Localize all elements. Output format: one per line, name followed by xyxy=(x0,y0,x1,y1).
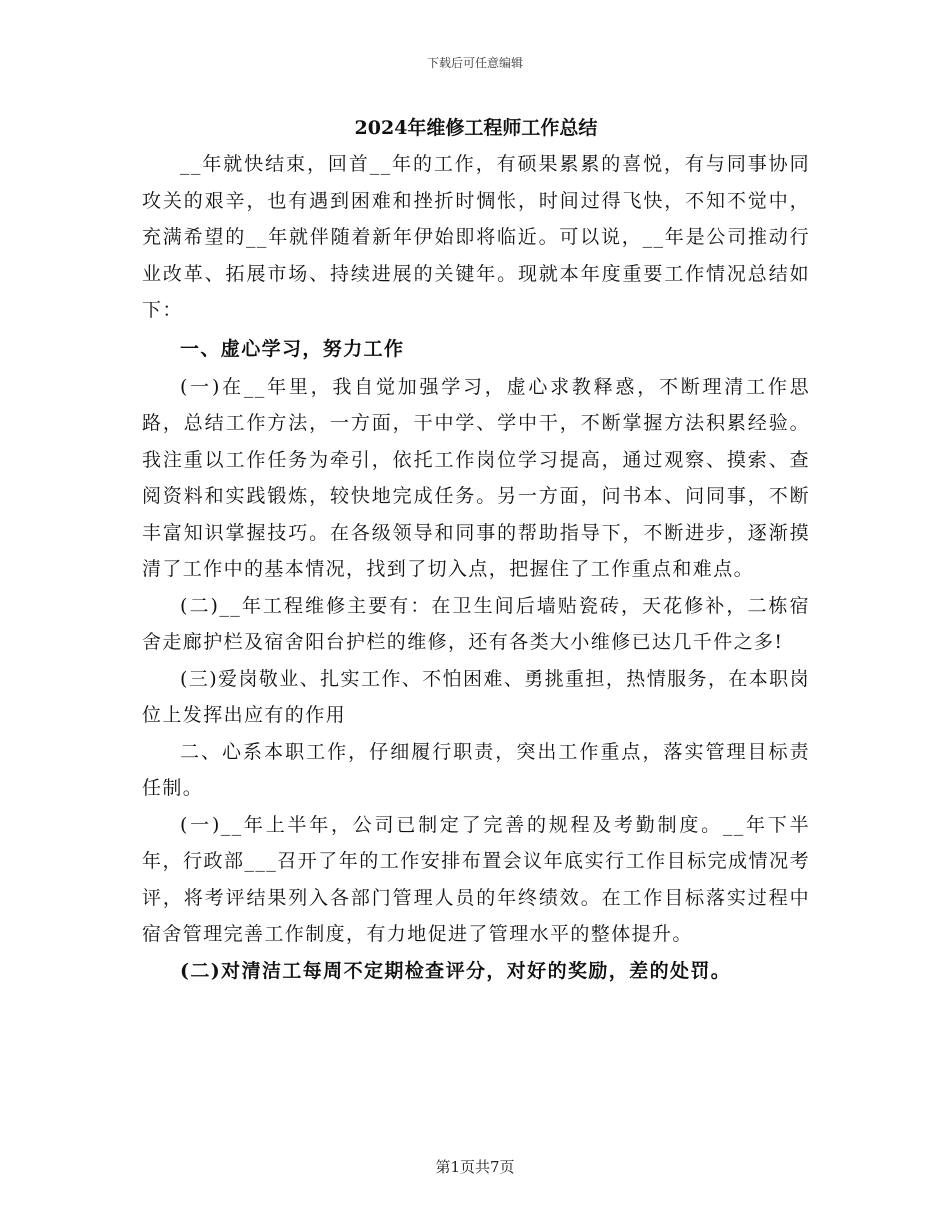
intro-paragraph: __年就快结束，回首__年的工作，有硕果累累的喜悦，有与同事协同攻关的艰辛，也有遇到困难和挫折时惆怅，时间过得飞快，不知不觉中，充满希望的__年就伴随着新年伊始即将临近。可以说，__年是公司推动行业改革、拓展市场、持续进展的关键年。现就本年度重要工作情况总结如下： xyxy=(142,153,810,321)
page-footer: 第1页共7页 xyxy=(435,1158,515,1176)
document-title: 2024年维修工程师工作总结 xyxy=(354,117,598,139)
paragraph-1-1: (一)在__年里，我自觉加强学习，虚心求教释惑，不断理清工作思路，总结工作方法，一方面，干中学、学中干，不断掌握方法积累经验。我注重以工作任务为牵引，依托工作岗位学习提高，通过观察、摸索、查阅资料和实践锻炼，较快地完成任务。另一方面，问书本、问同事，不断丰富知识掌握技巧。在各级领导和同事的帮助指导下，不断进步，逐渐摸清了工作中的基本情况，找到了切入点，把握住了工作重点和难点。 xyxy=(142,375,810,580)
paragraph-2-1: (一)__年上半年，公司已制定了完善的规程及考勤制度。__年下半年，行政部___召开了年的工作安排布置会议年底实行工作目标完成情况考评，将考评结果列入各部门管理人员的年终绩效。在工作目标落实过程中宿舍管理完善工作制度，有力地促进了管理水平的整体提升。 xyxy=(142,813,810,945)
paragraph-1-3: (三)爱岗敬业、扎实工作、不怕困难、勇挑重担，热情服务，在本职岗位上发挥出应有的作用 xyxy=(142,667,810,726)
section-heading-2: 二、心系本职工作，仔细履行职责，突出工作重点，落实管理目标责任制。 xyxy=(142,740,810,799)
document-body xyxy=(142,110,810,989)
section-heading-1: 一、虚心学习，努力工作 xyxy=(180,337,405,360)
paragraph-1-2: (二)__年工程维修主要有：在卫生间后墙贴瓷砖，天花修补，二栋宿舍走廊护栏及宿舍阳台护栏的维修，还有各类大小维修已达几千件之多! xyxy=(142,594,810,653)
paragraph-2-2: (二)对清洁工每周不定期检查评分，对好的奖励，差的处罚。 xyxy=(180,959,732,982)
header-note: 下载后可任意编辑 xyxy=(426,56,523,70)
